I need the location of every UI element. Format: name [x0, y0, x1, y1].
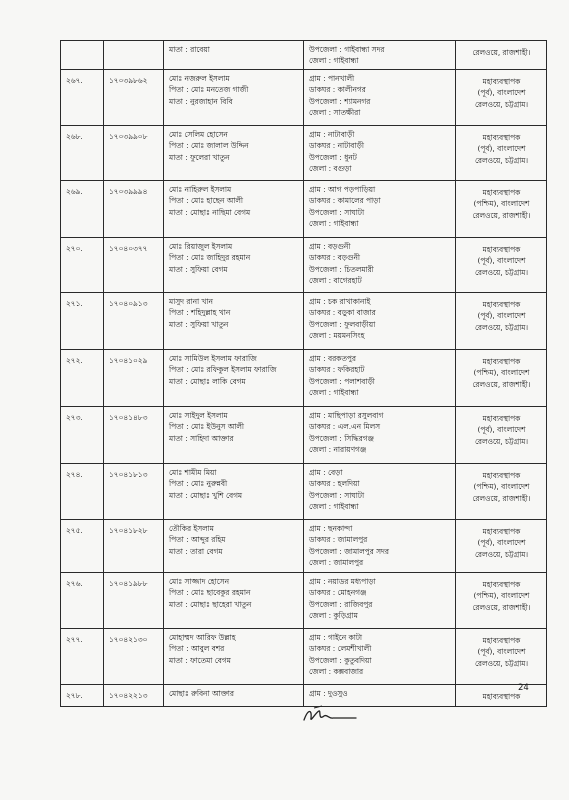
- name-parents-line: মাতা : মোছাঃ লাকি বেগম: [169, 376, 246, 386]
- name-parents-line: মাতা : মোছাঃ ছাহেরা খাতুন: [169, 599, 252, 609]
- address-cell: [304, 628, 456, 684]
- table-row: [61, 237, 547, 292]
- name-parents-line: মাতা : নুরজাহান বিবি: [169, 96, 233, 106]
- address-line: ডাকঘর : কামালের পাড়া: [309, 196, 381, 206]
- address-cell: [304, 463, 456, 519]
- name-parents-line: মোঃ রিয়াজুল ইসলাম: [169, 241, 233, 251]
- posting-office-line: (পূর্ব), বাংলাদেশ: [477, 647, 526, 657]
- address-line: জেলা : ময়মনসিংহ: [309, 331, 365, 341]
- posting-office-line: রেলওয়ে, রাজশাহী।: [472, 602, 531, 612]
- posting-office-line: রেলওয়ে, রাজশাহী।: [472, 210, 531, 220]
- address-line: ডাকঘর : কালীনগর: [309, 85, 366, 95]
- address-line: জেলা : গাইবান্ধা: [309, 502, 359, 512]
- name-parents-line: পিতা : মোঃ ইউনুস আলী: [169, 422, 245, 432]
- posting-office-line: রেলওয়ে, চট্টগ্রাম।: [474, 658, 529, 668]
- address-line: ডাকঘর : এল.এন মিলস: [309, 422, 381, 432]
- posting-office-line: মহাব্যবস্থাপক: [482, 244, 521, 254]
- posting-office-cell: [456, 684, 547, 706]
- address-line: জেলা : সাতক্ষীরা: [309, 108, 361, 118]
- name-parents-line: মাতা : সাহিদা আক্তার: [169, 433, 234, 443]
- address-cell: [304, 519, 456, 572]
- roll-number-cell: ১৭০৪২১৩০: [104, 628, 164, 684]
- serial-cell: ২৭১.: [61, 292, 104, 349]
- name-parents-line: মাতা : রাবেয়া: [169, 45, 210, 54]
- address-line: ডাকঘর : বড়ুকা বাজার: [309, 308, 376, 318]
- name-parents-cell: [164, 41, 304, 70]
- address-cell: [304, 125, 456, 180]
- posting-office-cell: [456, 572, 547, 628]
- name-parents-line: মোঃ শামীম মিয়া: [169, 467, 217, 477]
- name-parents-line: পিতা : মোঃ জাহিদুর রহমান: [169, 253, 251, 263]
- name-parents-cell: [164, 180, 304, 237]
- table-row: [61, 519, 547, 572]
- posting-office-cell: [456, 406, 547, 463]
- name-parents-line: মাতা : মোছাঃ খুশি বেগম: [169, 490, 243, 500]
- address-cell: [304, 406, 456, 463]
- candidate-table-body: [61, 41, 547, 707]
- roll-number-cell: ১৭০৪১৮১৩: [104, 463, 164, 519]
- address-line: উপজেলা : ধুনট: [309, 152, 357, 162]
- posting-office-cell: [456, 125, 547, 180]
- posting-office-line: মহাব্যবস্থাপক: [482, 470, 521, 480]
- name-parents-cell: [164, 237, 304, 292]
- address-line: উপজেলা : গাইবান্ধা সদর: [309, 45, 385, 54]
- posting-office-cell: [456, 69, 547, 125]
- address-line: জেলা : বগুড়া: [309, 164, 352, 174]
- name-parents-cell: [164, 69, 304, 125]
- serial-cell: ২৭৫.: [61, 519, 104, 572]
- address-line: উপজেলা : কুতুবদিয়া: [309, 655, 372, 665]
- serial-cell: ২৭০.: [61, 237, 104, 292]
- name-parents-line: পিতা : মোঃ জালাল উদ্দিন: [169, 141, 249, 151]
- posting-office-line: (পশ্চিম), বাংলাদেশ: [473, 482, 530, 492]
- name-parents-line: মোঃ সাইদুল ইসলাম: [169, 410, 228, 420]
- name-parents-cell: [164, 349, 304, 406]
- posting-office-line: মহাব্যবস্থাপক: [482, 132, 521, 142]
- posting-office-line: (পশ্চিম), বাংলাদেশ: [473, 591, 530, 601]
- address-cell: [304, 180, 456, 237]
- address-line: গ্রাম : বেড়া: [309, 467, 343, 477]
- name-parents-line: মাসুদ রানা খান: [169, 296, 213, 306]
- name-parents-line: পিতা : মোঃ মনতেজ গাজী: [169, 85, 249, 95]
- address-line: উপজেলা : ফুলবাড়ীয়া: [309, 319, 376, 329]
- address-line: গ্রাম : গাইনে কাটা: [309, 632, 363, 642]
- address-line: জেলা : গাইবান্ধা: [309, 219, 359, 229]
- posting-office-cell: [456, 41, 547, 70]
- posting-office-line: মহাব্যবস্থাপক: [482, 299, 521, 309]
- name-parents-line: মোঃ নাহিরুল ইসলাম: [169, 184, 232, 194]
- name-parents-line: পিতা : আবুল বশর: [169, 644, 225, 654]
- name-parents-line: তৌকির ইসলাম: [169, 523, 214, 533]
- serial-cell: ২৭৬.: [61, 572, 104, 628]
- address-line: গ্রাম : দুওসুও: [309, 688, 348, 698]
- posting-office-line: মহাব্যবস্থাপক: [482, 526, 521, 536]
- name-parents-line: পিতা : শহিদুল্লাহ খান: [169, 308, 231, 318]
- table-row: [61, 628, 547, 684]
- roll-number-cell: ১৭০৩৯৯০৮: [104, 125, 164, 180]
- name-parents-line: পিতা : মোঃ ছাবেকুর রহমান: [169, 588, 251, 598]
- name-parents-line: মাতা : ফুলেরা খাতুন: [169, 152, 230, 162]
- address-line: জেলা : কক্সবাজার: [309, 667, 364, 677]
- posting-office-line: (পূর্ব), বাংলাদেশ: [477, 256, 526, 266]
- address-line: ডাকঘর : ফকিরহাট: [309, 365, 365, 375]
- address-cell: [304, 41, 456, 70]
- name-parents-line: মোঃ সেলিম হোসেন: [169, 129, 228, 139]
- posting-office-cell: [456, 237, 547, 292]
- name-parents-cell: [164, 292, 304, 349]
- address-line: ডাকঘর : বড়গুনী: [309, 253, 361, 263]
- table-row: [61, 180, 547, 237]
- posting-office-line: রেলওয়ে, চট্টগ্রাম।: [474, 99, 529, 109]
- address-line: ডাকঘর : নাটাবাড়ী: [309, 141, 364, 151]
- address-line: ডাকঘর : জামালপুর: [309, 535, 368, 545]
- posting-office-line: (পূর্ব), বাংলাদেশ: [477, 311, 526, 321]
- name-parents-cell: [164, 628, 304, 684]
- table-row: [61, 292, 547, 349]
- posting-office-line: রেলওয়ে, রাজশাহী।: [472, 48, 531, 57]
- table-row: [61, 125, 547, 180]
- posting-office-line: রেলওয়ে, চট্টগ্রাম।: [474, 267, 529, 277]
- posting-office-line: রেলওয়ে, রাজশাহী।: [472, 379, 531, 389]
- roll-number-cell: ১৭০৪১৪৮৩: [104, 406, 164, 463]
- serial-cell: ২৬৮.: [61, 125, 104, 180]
- roll-number-cell: ১৭০৩৯৯৯৪: [104, 180, 164, 237]
- address-line: উপজেলা : জামালপুর সদর: [309, 546, 389, 556]
- address-cell: [304, 572, 456, 628]
- roll-number-cell: [104, 41, 164, 70]
- name-parents-line: মাতা : মোছাঃ নাছিমা বেগম: [169, 207, 251, 217]
- posting-office-line: মহাব্যবস্থাপক: [482, 635, 521, 645]
- name-parents-cell: [164, 519, 304, 572]
- address-cell: [304, 292, 456, 349]
- posting-office-cell: [456, 519, 547, 572]
- posting-office-line: রেলওয়ে, চট্টগ্রাম।: [474, 155, 529, 165]
- table-row: [61, 572, 547, 628]
- address-line: জেলা : জামালপুর: [309, 558, 364, 568]
- posting-office-line: (পশ্চিম), বাংলাদেশ: [473, 199, 530, 209]
- posting-office-line: রেলওয়ে, চট্টগ্রাম।: [474, 322, 529, 332]
- table-row: [61, 41, 547, 70]
- name-parents-line: মোছাঃ রুবিনা আক্তার: [169, 688, 234, 698]
- address-cell: [304, 69, 456, 125]
- address-line: গ্রাম : বরকতপুর: [309, 353, 356, 363]
- posting-office-line: (পশ্চিম), বাংলাদেশ: [473, 368, 530, 378]
- address-line: উপজেলা : সাঘাটা: [309, 490, 365, 500]
- serial-cell: ২৭৮.: [61, 684, 104, 706]
- address-line: গ্রাম : নাটাবাড়ী: [309, 129, 355, 139]
- name-parents-line: মোঃ নজরুল ইসলাম: [169, 73, 230, 83]
- name-parents-line: পিতা : আব্দুর রহিম: [169, 535, 226, 545]
- address-line: জেলা : বাগেরহাট: [309, 276, 362, 286]
- roll-number-cell: ১৭০৩৯৮৬২: [104, 69, 164, 125]
- address-line: গ্রাম : মাছিপাড়া রসুলবাগ: [309, 410, 384, 420]
- name-parents-line: মাতা : ফাতেমা বেগম: [169, 655, 231, 665]
- address-line: উপজেলা : রাজিবপুর: [309, 599, 373, 609]
- roll-number-cell: ১৭০৪০৯১৩: [104, 292, 164, 349]
- address-line: জেলা : নারায়ণগঞ্জ: [309, 445, 367, 455]
- name-parents-cell: [164, 406, 304, 463]
- signature: [300, 703, 360, 727]
- name-parents-cell: [164, 463, 304, 519]
- name-parents-line: পিতা : মোঃ রফিকুল ইসলাম ফারাজি: [169, 365, 277, 375]
- address-line: জেলা : কুড়িগ্রাম: [309, 611, 358, 621]
- posting-office-cell: [456, 463, 547, 519]
- address-line: গ্রাম : নয়াডর মধ্যপাড়া: [309, 576, 376, 586]
- posting-office-cell: [456, 292, 547, 349]
- address-line: উপজেলা : সিদ্ধিরগঞ্জ: [309, 433, 374, 443]
- serial-cell: ২৬৭.: [61, 69, 104, 125]
- posting-office-line: (পূর্ব), বাংলাদেশ: [477, 88, 526, 98]
- posting-office-line: রেলওয়ে, চট্টগ্রাম।: [474, 549, 529, 559]
- posting-office-line: মহাব্যবস্থাপক: [482, 356, 521, 366]
- page-number: 24: [518, 683, 529, 693]
- serial-cell: ২৭৩.: [61, 406, 104, 463]
- candidate-table: [60, 40, 547, 707]
- address-line: ডাকঘর : লেমশীখালী: [309, 644, 372, 654]
- name-parents-line: মাতা : সুফিয়া বেগম: [169, 264, 228, 274]
- name-parents-line: মাতা : সুফিয়া খাতুন: [169, 319, 229, 329]
- address-line: উপজেলা : শ্যামনগর: [309, 96, 371, 106]
- name-parents-line: পিতা : মোঃ হাছেন আলী: [169, 196, 244, 206]
- name-parents-cell: [164, 684, 304, 706]
- address-cell: [304, 237, 456, 292]
- address-line: ডাকঘর : হলদিয়া: [309, 479, 360, 489]
- roll-number-cell: ১৭০৪১০২৯: [104, 349, 164, 406]
- posting-office-line: রেলওয়ে, রাজশাহী।: [472, 493, 531, 503]
- candidate-table-sheet: [60, 40, 546, 707]
- posting-office-cell: [456, 180, 547, 237]
- posting-office-cell: [456, 628, 547, 684]
- table-row: [61, 406, 547, 463]
- name-parents-line: মোহাম্মদ আরিফ উল্লাহ: [169, 632, 236, 642]
- posting-office-line: (পূর্ব), বাংলাদেশ: [477, 538, 526, 548]
- posting-office-line: মহাব্যবস্থাপক: [482, 413, 521, 423]
- posting-office-line: মহাব্যবস্থাপক: [482, 76, 521, 86]
- serial-cell: ২৭৭.: [61, 628, 104, 684]
- address-line: জেলা : গাইবান্ধা: [309, 56, 359, 66]
- posting-office-line: মহাব্যবস্থাপক: [482, 691, 521, 701]
- address-line: উপজেলা : চিতলমারী: [309, 264, 374, 274]
- address-line: গ্রাম : আগ পড়পাড়িয়া: [309, 184, 376, 194]
- roll-number-cell: ১৭০৪২২১৩: [104, 684, 164, 706]
- address-line: উপজেলা : পলাশবাড়ী: [309, 376, 375, 386]
- address-cell: [304, 349, 456, 406]
- address-line: গ্রাম : বড়গুনী: [309, 241, 351, 251]
- roll-number-cell: ১৭০৪০৩৭৭: [104, 237, 164, 292]
- posting-office-cell: [456, 349, 547, 406]
- posting-office-line: মহাব্যবস্থাপক: [482, 187, 521, 197]
- name-parents-line: মোঃ সামিউল ইসলাম ফারাজি: [169, 353, 257, 363]
- posting-office-line: রেলওয়ে, চট্টগ্রাম।: [474, 436, 529, 446]
- address-line: জেলা : গাইবান্ধা: [309, 388, 359, 398]
- address-line: গ্রাম : চক রাখাকানাই: [309, 296, 371, 306]
- roll-number-cell: ১৭০৪১৯৮৮: [104, 572, 164, 628]
- serial-cell: ২৬৯.: [61, 180, 104, 237]
- serial-cell: ২৭৪.: [61, 463, 104, 519]
- name-parents-line: পিতা : মোঃ নুরুন্নবী: [169, 479, 228, 489]
- address-line: গ্রাম : পানখালী: [309, 73, 355, 83]
- name-parents-cell: [164, 572, 304, 628]
- serial-cell: ২৭২.: [61, 349, 104, 406]
- table-row: [61, 463, 547, 519]
- address-line: উপজেলা : সাঘাটা: [309, 207, 365, 217]
- posting-office-line: (পূর্ব), বাংলাদেশ: [477, 425, 526, 435]
- serial-cell: [61, 41, 104, 70]
- roll-number-cell: ১৭০৪১৮২৮: [104, 519, 164, 572]
- posting-office-line: মহাব্যবস্থাপক: [482, 579, 521, 589]
- address-line: গ্রাম : ছনকান্দা: [309, 523, 353, 533]
- address-line: ডাকঘর : মোহনগঞ্জ: [309, 588, 367, 598]
- name-parents-cell: [164, 125, 304, 180]
- table-row: [61, 349, 547, 406]
- posting-office-line: (পূর্ব), বাংলাদেশ: [477, 144, 526, 154]
- name-parents-line: মাতা : তারা বেগম: [169, 546, 223, 556]
- table-row: [61, 69, 547, 125]
- name-parents-line: মোঃ সাজ্জাদ হোসেন: [169, 576, 229, 586]
